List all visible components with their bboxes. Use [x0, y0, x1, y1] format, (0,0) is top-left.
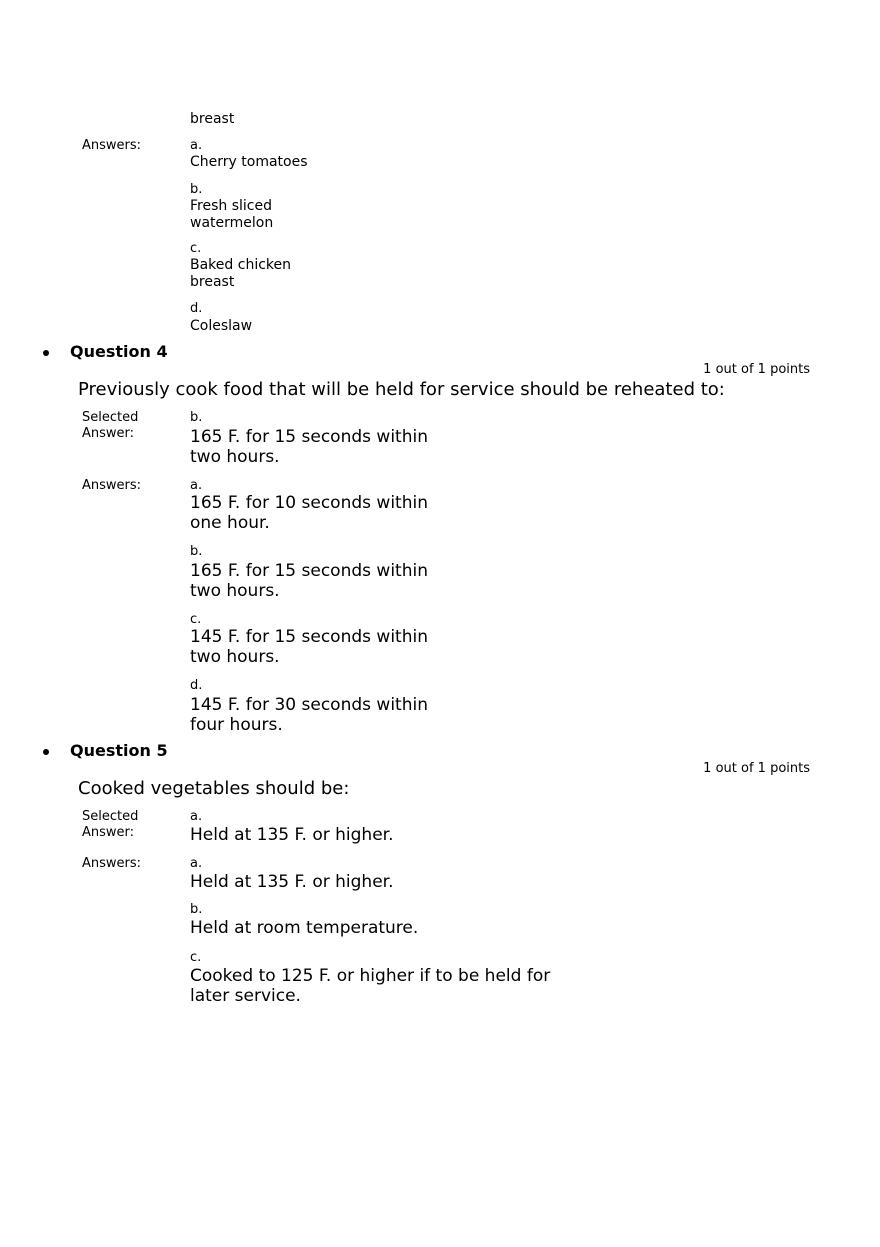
- q5-bullet: [43, 749, 49, 755]
- q5-answer-a-text: Held at 135 F. or higher.: [190, 872, 394, 892]
- q3-answer-b-line1: Fresh sliced: [190, 198, 272, 214]
- q5-answer-c-line1: Cooked to 125 F. or higher if to be held for: [190, 966, 551, 986]
- q3-answer-b-line2: watermelon: [190, 215, 274, 231]
- q4-answer-c-letter: c.: [190, 612, 202, 627]
- q4-answer-d-line1: 145 F. for 30 seconds within: [190, 695, 428, 715]
- q5-selected-text: Held at 135 F. or higher.: [190, 825, 394, 845]
- q5-answer-c-letter: c.: [190, 950, 202, 965]
- q4-bullet: [43, 350, 49, 356]
- q5-answer-a-letter: a.: [190, 856, 203, 871]
- q4-answer-a-letter: a.: [190, 478, 203, 493]
- q4-answer-a-line1: 165 F. for 10 seconds within: [190, 493, 428, 513]
- q5-prompt: Cooked vegetables should be:: [78, 778, 350, 799]
- q5-selected-label-1: Selected: [82, 809, 139, 824]
- q4-selected-line1: 165 F. for 15 seconds within: [190, 427, 428, 447]
- q4-answer-b-letter: b.: [190, 544, 203, 559]
- q5-points: 1 out of 1 points: [703, 761, 810, 776]
- q4-selected-line2: two hours.: [190, 447, 280, 467]
- q4-selected-label-1: Selected: [82, 410, 139, 425]
- q4-answer-d-letter: d.: [190, 678, 203, 693]
- q3-answer-c-letter: c.: [190, 241, 202, 256]
- q3-selected-answer-cont: breast: [190, 111, 235, 127]
- q3-answers-label: Answers:: [82, 138, 142, 153]
- q3-answer-d-letter: d.: [190, 301, 203, 316]
- q4-points: 1 out of 1 points: [703, 362, 810, 377]
- q3-answer-c-line1: Baked chicken: [190, 257, 291, 273]
- q4-title: Question 4: [70, 342, 168, 361]
- q4-answers-label: Answers:: [82, 478, 142, 493]
- q3-answer-b-letter: b.: [190, 182, 203, 197]
- q4-answer-d-line2: four hours.: [190, 715, 283, 735]
- q3-answer-a-text: Cherry tomatoes: [190, 154, 308, 170]
- q5-selected-label-2: Answer:: [82, 825, 135, 840]
- q4-answer-b-line1: 165 F. for 15 seconds within: [190, 561, 428, 581]
- q4-answer-c-line1: 145 F. for 15 seconds within: [190, 627, 428, 647]
- q4-answer-a-line2: one hour.: [190, 513, 270, 533]
- q4-answer-b-line2: two hours.: [190, 581, 280, 601]
- q3-answer-c-line2: breast: [190, 274, 235, 290]
- q5-answer-b-text: Held at room temperature.: [190, 918, 419, 938]
- q4-answer-c-line2: two hours.: [190, 647, 280, 667]
- q3-answer-d-text: Coleslaw: [190, 318, 253, 334]
- q5-answers-label: Answers:: [82, 856, 142, 871]
- q4-selected-label-2: Answer:: [82, 426, 135, 441]
- q3-answer-a-letter: a.: [190, 138, 203, 153]
- q4-selected-letter: b.: [190, 410, 203, 425]
- q5-answer-b-letter: b.: [190, 902, 203, 917]
- q5-answer-c-line2: later service.: [190, 986, 301, 1006]
- q4-prompt: Previously cook food that will be held for service should be reheated to:: [78, 379, 725, 400]
- q5-title: Question 5: [70, 741, 168, 760]
- q5-selected-letter: a.: [190, 809, 203, 824]
